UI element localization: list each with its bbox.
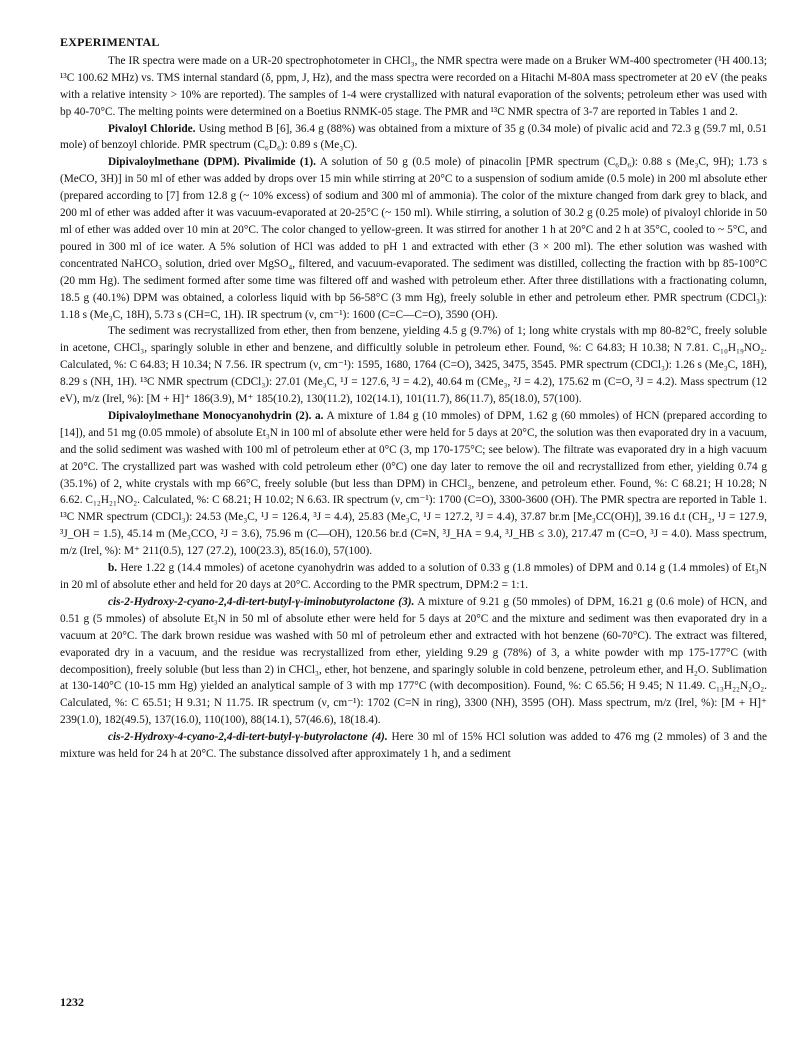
paragraph-title: Dipivaloylmethane (DPM). Pivalimide (1). (108, 156, 316, 169)
paragraph-butyrolactone (60, 729, 767, 763)
paragraph-dipivaloylmethane (60, 154, 767, 323)
paragraph-text: Using method B [6], 36.4 g (88%) was obtained from a mixture of 35 g (0.34 mole) of pivalic acid and 72.3 g (59.7 ml, 0.51 mole) of benzoyl chloride. PMR spectrum (C₆D₆): 0.89 s (Me₃C). (60, 122, 767, 152)
paragraph-method-b (60, 560, 767, 594)
paragraph-instruments (60, 53, 767, 121)
paragraph-title: Dipivaloylmethane Monocyanohydrin (2). a. (108, 409, 324, 422)
paragraph-text: Here 30 ml of 15% HCl solution was added to 476 mg (2 mmoles) of 3 and the mixture was held for 24 h at 20°C. The substance dissolved after approximately 1 h, and a sediment (60, 731, 767, 761)
paragraph-text: The sediment was recrystallized from ether, then from benzene, yielding 4.5 g (9.7%) of 1; long white crystals with mp 80-82°C, freely soluble in acetone, CHCl₃, sparingly soluble in ether and benzene, and difficultly soluble in petroleum ether. Found, %: C 64.83; H 10.38; N 7.81. C₁₀H₁₉NO₂. Calculated, %: C 64.83; H 10.34; N 7.56. IR spectrum (ν, cm⁻¹): 1595, 1680, 1764 (C=O), 3425, 3475, 3545. PMR spectrum (CDCl₃): 1.26 s (Me₃C, 18H), 8.29 s (NH, 1H). ¹³C NMR spectrum (CDCl₃): 27.01 (Me₃C, ¹J = 127.6, ³J = 4.2), 40.64 m (CMe₃, ²J = 4.2), 175.62 m (C=O, ³J = 4.2). Mass spectrum (12 eV), m/z (Irel, %): [M + H]⁺ 186(3.9), M⁺ 185(10.2), 130(11.2), 102(14.1), 101(11.7), 86(11.7), 85(18.0), 57(100). (60, 325, 767, 406)
paragraph-title: b. (108, 562, 118, 575)
paragraph-monocyanohydrin (60, 408, 767, 560)
page-number: 1232 (60, 995, 84, 1009)
paragraph-text: A mixture of 1.84 g (10 mmoles) of DPM, 1.62 g (60 mmoles) of HCN (prepared according to [14]), and 51 mg (0.05 mmole) of absolute Et₃N in 100 ml of absolute ether were held for 5 days at 20°C, the solution was then evaporated dry in a vacuum, and the solid sediment was washed with 100 ml of petroleum ether at 0°C (3, mp 170-175°C; see below). The filtrate was evaporated dry in a high vacuum at 20°C. The crystallized part was washed with cold petroleum ether (0°C) one day later to remove the oil and recrystallized from ether, yielding 0.74 g (35.1%) of 2, white crystals with mp 66°C, freely soluble (but less than DPM) in CHCl₃, benzene, and petroleum ether. Found, %: C 68.21; H 10.28; N 6.62. C₁₂H₂₁NO₂. Calculated, %: C 68.21; H 10.02; N 6.63. IR spectrum (ν, cm⁻¹): 1700 (C=O), 3300-3600 (OH). The PMR spectra are reported in Table 1. ¹³C NMR spectrum (CDCl₃): 24.53 (Me₃C, ¹J = 126.4, ³J = 4.4), 25.83 (Me₃C, ¹J = 127.2, ³J = 4.4), 37.87 br.m [Me₃CC(OH)], 39.16 d.t (CH₂, ¹J = 127.9, ³J_OH = 1.5), 45.14 m (Me₃CCO, ²J = 3.6), 75.96 m (C—OH), 120.56 br.d (C≡N, ³J_HA = 9.4, ³J_HB ≤ 3.0), 217.47 m (C=O, ³J = 4.0). Mass spectrum, m/z (Irel, %): M⁺ 211(0.5), 127 (27.2), 100(23.3), 85(16.0), 57(100). (60, 409, 767, 558)
paragraph-text: Here 1.22 g (14.4 mmoles) of acetone cyanohydrin was added to a solution of 0.33 g (1.8 mmoles) of DPM and 0.14 g (1.4 mmoles) of Et₃N in 20 ml of absolute ether and held for 20 days at 20°C. According to the PMR spectrum, DPM:2 = 1:1. (60, 562, 767, 591)
paragraph-title: cis-2-Hydroxy-2-cyano-2,4-di-tert-butyl-γ-iminobutyrolactone (3). (108, 595, 415, 608)
paragraph-title: Pivaloyl Chloride. (108, 122, 196, 135)
paragraph-text: A mixture of 9.21 g (50 mmoles) of DPM, 16.21 g (0.6 mole) of HCN, and 0.51 g (5 mmoles) of absolute Et₃N in 50 ml of absolute ether were held for 5 days at 20°C and the mixture and sediment was then evaporated dry in a vacuum at 20°C. The dark brown residue was washed with 50 ml of petroleum ether and extracted with hot benzene (60-70°C). The extract was filtered, evaporated dry in a vacuum, and the residue was recrystallized from ether, yielding 9.29 g (78%) of 3, a white powder with mp 175-177°C (with decomposition), freely soluble (but less than 2) in CHCl₃, ether, hot benzene, and sparingly soluble in cold benzene, petroleum ether, and H₂O. Sublimation at 130-140°C (10-15 mm Hg) yielded an analytical sample of 3 with mp 177°C (with decomposition). Found, %: C 65.56; H 9.45; N 11.49. C₁₃H₂₂N₂O₂. Calculated, %: C 65.51; H 9.31; N 11.75. IR spectrum (ν, cm⁻¹): 1702 (C=N in ring), 3300 (NH), 3595 (OH). Mass spectrum, m/z (Irel, %): [M + H]⁺ 239(1.0), 182(49.5), 137(16.0), 110(100), 88(14.1), 57(46.6), 18(18.4). (60, 595, 768, 727)
paragraph-recrystallization (60, 323, 767, 408)
paragraph-iminobutyrolactone (60, 594, 767, 729)
section-heading: EXPERIMENTAL (60, 35, 160, 49)
paragraph-text: A solution of 50 g (0.5 mole) of pinacolin [PMR spectrum (C₆D₆): 0.88 s (Me₃C, 9H); 1.73 s (MeCO, 3H)] in 50 ml of ether was added by drops over 15 min while stirring at 20°C to a suspension of sodium amide (0.5 mole) in 200 ml absolute ether (prepared according to [7] from 12.8 g (~ 10% excess) of sodium and 300 ml of ammonia). The color of the mixture changed from dark grey to black, and 200 ml of ether was added after it was vacuum-evaporated at 20-25°C (~ 150 ml). While stirring, a solution of 30.2 g (0.25 mole) of pivaloyl chloride in 50 ml of ether was added over 10 min at 20°C. The color changed to yellow-green. It was stirred for another 1 h at 20°C and 2 h at 35°C, cooled to ~ 5°C, and poured in 300 ml of ice water. A 5% solution of HCl was added to pH 1 and extracted with ether (3 × 200 ml). The ether solution was washed with concentrated NaHCO₃ solution, dried over MgSO₄, filtered, and vacuum-evaporated. The sediment was distilled, collecting the fraction with bp 85-100°C (20 mm Hg). The sediment formed after some time was filtered off and washed with petroleum ether. After three distillations with a fractionating column, 18.5 g (40.1%) DPM was obtained, a colorless liquid with bp 56-58°C (3 mm Hg), freely soluble in ether and petroleum ether. PMR spectrum (CDCl₃): 1.18 s (Me₃C, 18H), 5.73 s (CH=C, 1H). IR spectrum (ν, cm⁻¹): 1600 (C=C—C=O), 3590 (OH). (60, 156, 767, 321)
paragraph-text: The IR spectra were made on a UR-20 spectrophotometer in CHCl₃, the NMR spectra were made on a Bruker WM-400 spectrometer (¹H 400.13; ¹³C 100.62 MHz) vs. TMS internal standard (δ, ppm, J, Hz), and the mass spectra were recorded on a Hitachi M-80A mass spectrometer at 20 eV (the peaks with a relative intensity > 10% are reported). The samples of 1-4 were crystallized with natural evaporation of the solvents; petroleum ether was used with bp 40-70°C. The melting points were determined on a Boetius RNMK-05 stage. The PMR and ¹³C NMR spectra of 3-7 are reported in Tables 1 and 2. (60, 54, 767, 118)
paragraph-pivaloyl-chloride (60, 121, 767, 155)
paragraph-title: cis-2-Hydroxy-4-cyano-2,4-di-tert-butyl-γ-butyrolactone (4). (108, 731, 388, 744)
